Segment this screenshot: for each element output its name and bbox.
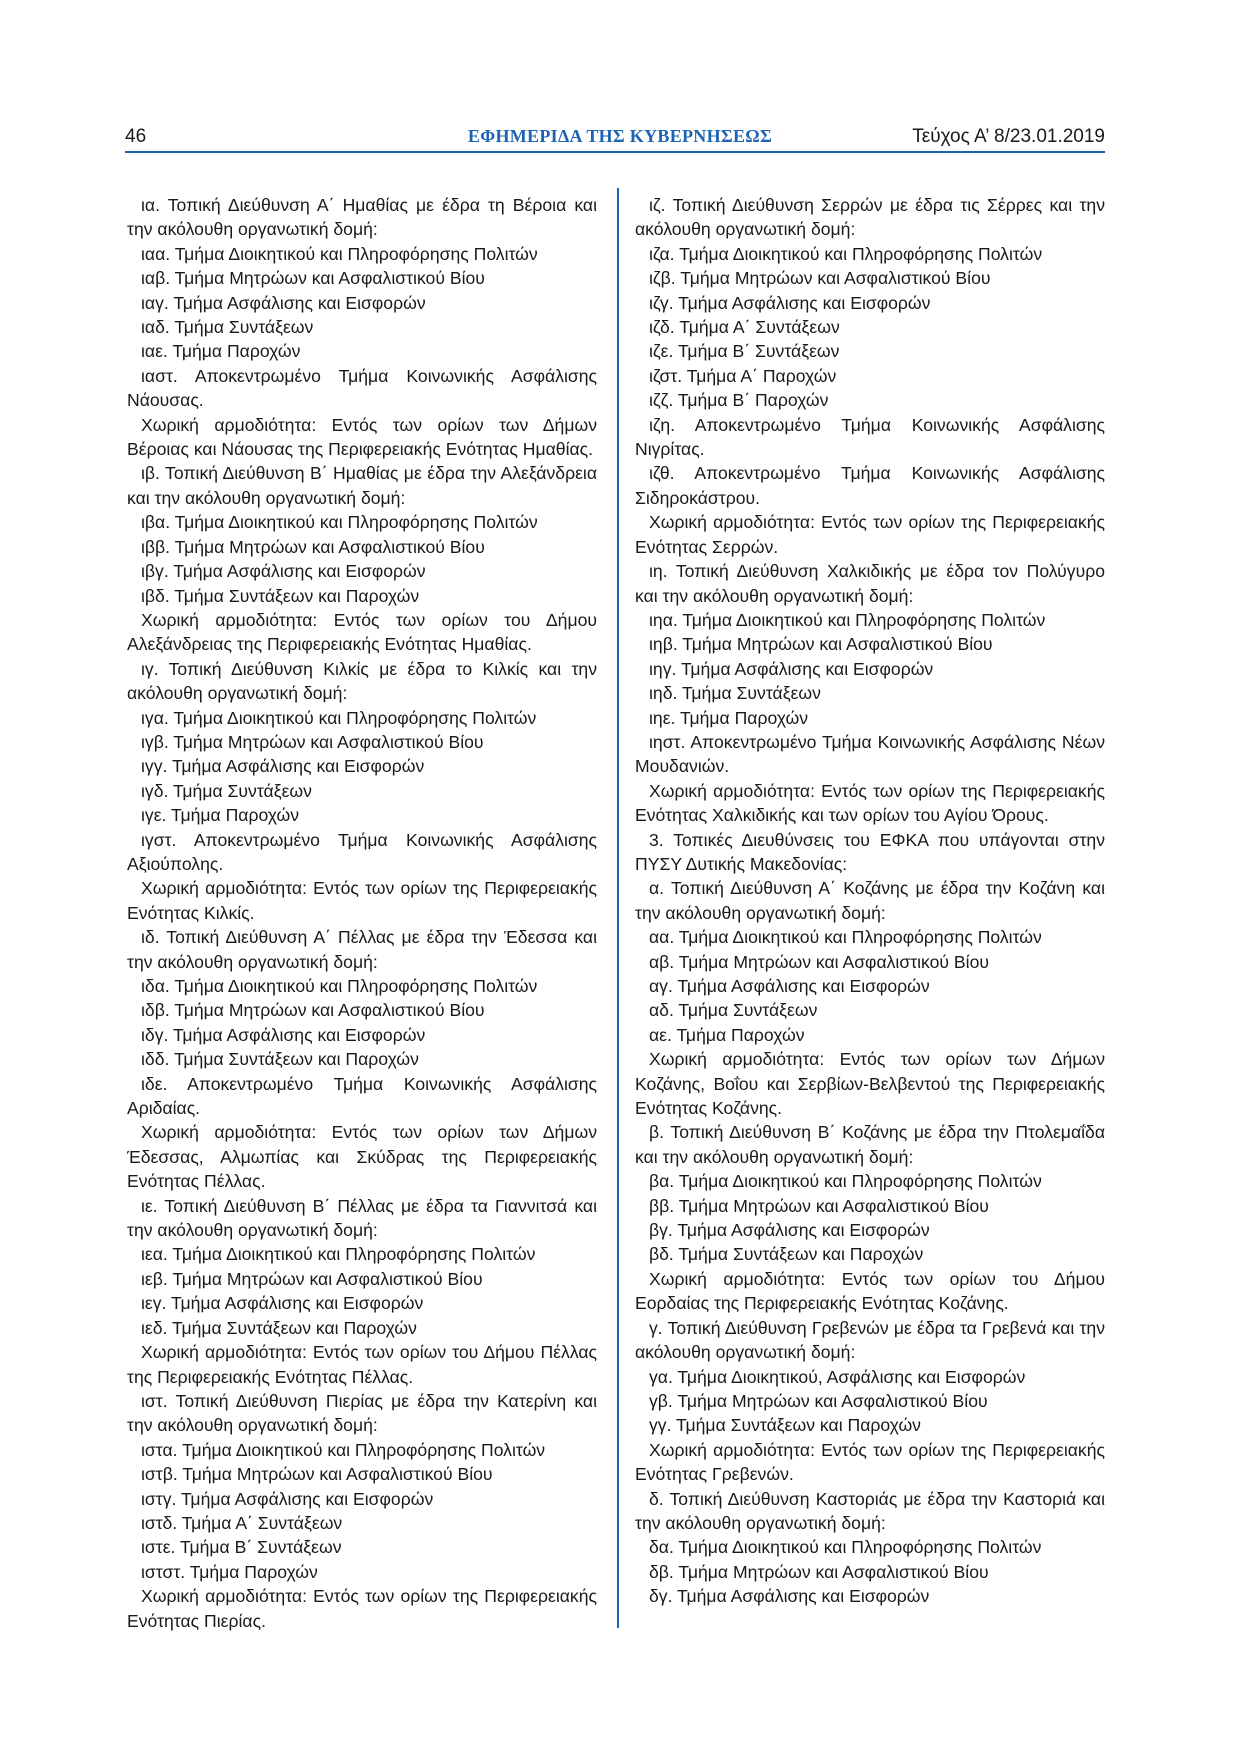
list-item: ιεγ. Τμήμα Ασφάλισης και Εισφορών [141,1293,424,1314]
paragraph: ιε. Τοπική Διεύθυνση Β΄ Πέλλας με έδρα τα Γιαννιτσά και την ακόλουθη οργανωτική δομή: [127,1195,597,1241]
list-item: ιηγ. Τμήμα Ασφάλισης και Εισφορών [649,658,934,679]
list-item: ιζγ. Τμήμα Ασφάλισης και Εισφορών [649,292,931,313]
paragraph: α. Τοπική Διεύθυνση Α΄ Κοζάνης με έδρα την Κοζάνη και την ακόλουθη οργανωτική δομή: [635,878,1105,923]
paragraph: Χωρική αρμοδιότητα: Εντός των ορίων του Δήμου Αλεξάνδρειας της Περιφερειακής Ενότητας Ημαθίας. [127,609,597,655]
list-item: ιστε. Τμήμα Β΄ Συντάξεων [141,1537,342,1558]
list-item: ιηβ. Τμήμα Μητρώων και Ασφαλιστικού Βίου [649,634,993,655]
list-item: ιαδ. Τμήμα Συντάξεων [141,317,314,338]
list-item: ιαβ. Τμήμα Μητρώων και Ασφαλιστικού Βίου [141,268,485,289]
paragraph: Χωρική αρμοδιότητα: Εντός των ορίων της Περιφερειακής Ενότητας Σερρών. [635,512,1105,557]
list-item: ιστστ. Τμήμα Παροχών [141,1561,318,1582]
paragraph: ιζ. Τοπική Διεύθυνση Σερρών με έδρα τις Σέρρες και την ακόλουθη οργανωτική δομή: [635,195,1105,240]
list-item: ιγα. Τμήμα Διοικητικού και Πληροφόρησης Πολιτών [141,707,537,728]
paragraph: Χωρική αρμοδιότητα: Εντός των ορίων του Δήμου Εορδαίας της Περιφερειακής Ενότητας Κοζάνης. [635,1268,1105,1314]
paragraph: ιστ. Τοπική Διεύθυνση Πιερίας με έδρα την Κατερίνη και την ακόλουθη οργανωτική δομή: [127,1390,597,1436]
paragraph: Χωρική αρμοδιότητα: Εντός των ορίων των Δήμων Βέροιας και Νάουσας της Περιφερειακής Ενότητας Ημαθίας. [127,414,597,460]
paragraph: β. Τοπική Διεύθυνση Β΄ Κοζάνης με έδρα την Πτολεμαΐδα και την ακόλουθη οργανωτική δομή: [635,1122,1105,1167]
list-item: γβ. Τμήμα Μητρώων και Ασφαλιστικού Βίου [649,1390,988,1411]
paragraph: Χωρική αρμοδιότητα: Εντός των ορίων των Δήμων Κοζάνης, Βοΐου και Σερβίων-Βελβεντού της Περιφερειακής Ενότητας Κοζάνης. [635,1049,1105,1119]
paragraph: Χωρική αρμοδιότητα: Εντός των ορίων του Δήμου Πέλλας της Περιφερειακής Ενότητας Πέλλας. [127,1342,597,1387]
list-item: ιηε. Τμήμα Παροχών [649,707,809,728]
list-item: ιηα. Τμήμα Διοικητικού και Πληροφόρησης Πολιτών [649,609,1046,630]
paragraph: ια. Τοπική Διεύθυνση Α΄ Ημαθίας με έδρα τη Βέροια και την ακόλουθη οργανωτική δομή: [127,195,597,240]
list-item: ιδβ. Τμήμα Μητρώων και Ασφαλιστικού Βίου [141,1000,485,1021]
list-item: ιγδ. Τμήμα Συντάξεων [141,780,312,801]
paragraph: γ. Τοπική Διεύθυνση Γρεβενών με έδρα τα Γρεβενά και την ακόλουθη οργανωτική δομή: [635,1317,1105,1363]
list-item: αγ. Τμήμα Ασφάλισης και Εισφορών [649,976,930,996]
list-item: ιδα. Τμήμα Διοικητικού και Πληροφόρησης Πολιτών [141,976,538,996]
list-item: ιδδ. Τμήμα Συντάξεων και Παροχών [141,1049,419,1070]
list-item: ιαγ. Τμήμα Ασφάλισης και Εισφορών [141,292,426,313]
right-column [635,193,1105,1609]
list-item: ιαα. Τμήμα Διοικητικού και Πληροφόρησης Πολιτών [141,243,538,264]
list-item: ιεδ. Τμήμα Συντάξεων και Παροχών [141,1317,417,1338]
paragraph: ιγ. Τοπική Διεύθυνση Κιλκίς με έδρα το Κιλκίς και την ακόλουθη οργανωτική δομή: [127,658,597,704]
paragraph: ιβ. Τοπική Διεύθυνση Β΄ Ημαθίας με έδρα την Αλεξάνδρεια και την ακόλουθη οργανωτική δομή: [127,463,597,508]
list-item: βδ. Τμήμα Συντάξεων και Παροχών [649,1244,924,1265]
list-item: ιβγ. Τμήμα Ασφάλισης και Εισφορών [141,561,426,582]
list-item: αβ. Τμήμα Μητρώων και Ασφαλιστικού Βίου [649,951,989,972]
paragraph: ιδε. Αποκεντρωμένο Τμήμα Κοινωνικής Ασφάλισης Αριδαίας. [127,1073,597,1119]
list-item: ιβδ. Τμήμα Συντάξεων και Παροχών [141,585,420,606]
paragraph: ιζη. Αποκεντρωμένο Τμήμα Κοινωνικής Ασφάλισης Νιγρίτας. [635,414,1105,460]
list-item: ιββ. Τμήμα Μητρώων και Ασφαλιστικού Βίου [141,536,485,557]
paragraph: Χωρική αρμοδιότητα: Εντός των ορίων των Δήμων Έδεσσας, Αλμωπίας και Σκύδρας της Περιφερειακής Ενότητας Πέλλας. [127,1122,597,1192]
list-item: δα. Τμήμα Διοικητικού και Πληροφόρησης Πολιτών [649,1537,1042,1558]
list-item: ιστδ. Τμήμα Α΄ Συντάξεων [141,1512,343,1533]
list-item: ιγε. Τμήμα Παροχών [141,805,300,826]
list-item: δγ. Τμήμα Ασφάλισης και Εισφορών [649,1586,930,1607]
paragraph: Χωρική αρμοδιότητα: Εντός των ορίων της Περιφερειακής Ενότητας Κιλκίς. [127,878,597,923]
list-item: ιγγ. Τμήμα Ασφάλισης και Εισφορών [141,756,425,777]
paragraph: ιαστ. Αποκεντρωμένο Τμήμα Κοινωνικής Ασφάλισης Νάουσας. [127,365,597,411]
issue-reference: Τεύχος Α’ 8/23.01.2019 [912,126,1105,147]
paragraph: δ. Τοπική Διεύθυνση Καστοριάς με έδρα την Καστοριά και την ακόλουθη οργανωτική δομή: [635,1488,1105,1533]
list-item: βα. Τμήμα Διοικητικού και Πληροφόρησης Πολιτών [649,1171,1042,1192]
list-item: ιβα. Τμήμα Διοικητικού και Πληροφόρησης Πολιτών [141,512,538,533]
list-item: αα. Τμήμα Διοικητικού και Πληροφόρησης Πολιτών [649,927,1042,948]
list-item: ιζδ. Τμήμα Α΄ Συντάξεων [649,317,840,338]
list-item: ιδγ. Τμήμα Ασφάλισης και Εισφορών [141,1024,426,1045]
column-divider [617,188,619,1628]
list-item: ιζστ. Τμήμα Α΄ Παροχών [649,365,837,386]
left-column [127,193,597,1633]
page-number: 46 [125,126,147,147]
paragraph: Χωρική αρμοδιότητα: Εντός των ορίων της Περιφερειακής Ενότητας Γρεβενών. [635,1439,1105,1485]
paragraph: Χωρική αρμοδιότητα: Εντός των ορίων της Περιφερειακής Ενότητας Χαλκιδικής και των ορίων του Αγίου Όρους. [635,780,1105,826]
list-item: γγ. Τμήμα Συντάξεων και Παροχών [649,1415,921,1436]
running-title: ΕΦΗΜΕΡΙΔΑ ΤΗΣ ΚΥΒΕΡΝΗΣΕΩΣ [467,126,773,146]
list-item: ιεβ. Τμήμα Μητρώων και Ασφαλιστικού Βίου [141,1268,483,1289]
list-item: ιαε. Τμήμα Παροχών [141,341,301,362]
list-item: ιζε. Τμήμα Β΄ Συντάξεων [649,341,840,362]
list-item: ιζβ. Τμήμα Μητρώων και Ασφαλιστικού Βίου [649,268,991,289]
list-item: γα. Τμήμα Διοικητικού, Ασφάλισης και Εισφορών [649,1366,1026,1387]
list-item: ιηδ. Τμήμα Συντάξεων [649,683,821,704]
list-item: βγ. Τμήμα Ασφάλισης και Εισφορών [649,1220,930,1241]
list-item: ιεα. Τμήμα Διοικητικού και Πληροφόρησης Πολιτών [141,1244,536,1265]
paragraph: ιηστ. Αποκεντρωμένο Τμήμα Κοινωνικής Ασφάλισης Νέων Μουδανιών. [635,731,1105,777]
list-item: ιστα. Τμήμα Διοικητικού και Πληροφόρησης Πολιτών [141,1439,546,1460]
paragraph: ιδ. Τοπική Διεύθυνση Α΄ Πέλλας με έδρα την Έδεσσα και την ακόλουθη οργανωτική δομή: [127,927,597,972]
paragraph: 3. Τοπικές Διευθύνσεις του ΕΦΚΑ που υπάγονται στην ΠΥΣΥ Δυτικής Μακεδονίας: [635,829,1105,874]
list-item: ιστγ. Τμήμα Ασφάλισης και Εισφορών [141,1488,434,1509]
list-item: ιζα. Τμήμα Διοικητικού και Πληροφόρησης Πολιτών [649,243,1043,264]
paragraph: ιη. Τοπική Διεύθυνση Χαλκιδικής με έδρα τον Πολύγυρο και την ακόλουθη οργανωτική δομή: [635,561,1105,606]
list-item: ιστβ. Τμήμα Μητρώων και Ασφαλιστικού Βίου [141,1464,493,1485]
list-item: αδ. Τμήμα Συντάξεων [649,1000,818,1021]
paragraph: Χωρική αρμοδιότητα: Εντός των ορίων της Περιφερειακής Ενότητας Πιερίας. [127,1586,597,1631]
paragraph: ιζθ. Αποκεντρωμένο Τμήμα Κοινωνικής Ασφάλισης Σιδηροκάστρου. [635,463,1105,508]
list-item: ιζζ. Τμήμα Β΄ Παροχών [649,390,829,411]
list-item: ιγβ. Τμήμα Μητρώων και Ασφαλιστικού Βίου [141,731,484,752]
list-item: δβ. Τμήμα Μητρώων και Ασφαλιστικού Βίου [649,1561,989,1582]
list-item: ββ. Τμήμα Μητρώων και Ασφαλιστικού Βίου [649,1195,989,1216]
paragraph: ιγστ. Αποκεντρωμένο Τμήμα Κοινωνικής Ασφάλισης Αξιούπολης. [127,829,597,874]
header-rule [125,151,1105,153]
list-item: αε. Τμήμα Παροχών [649,1024,805,1045]
